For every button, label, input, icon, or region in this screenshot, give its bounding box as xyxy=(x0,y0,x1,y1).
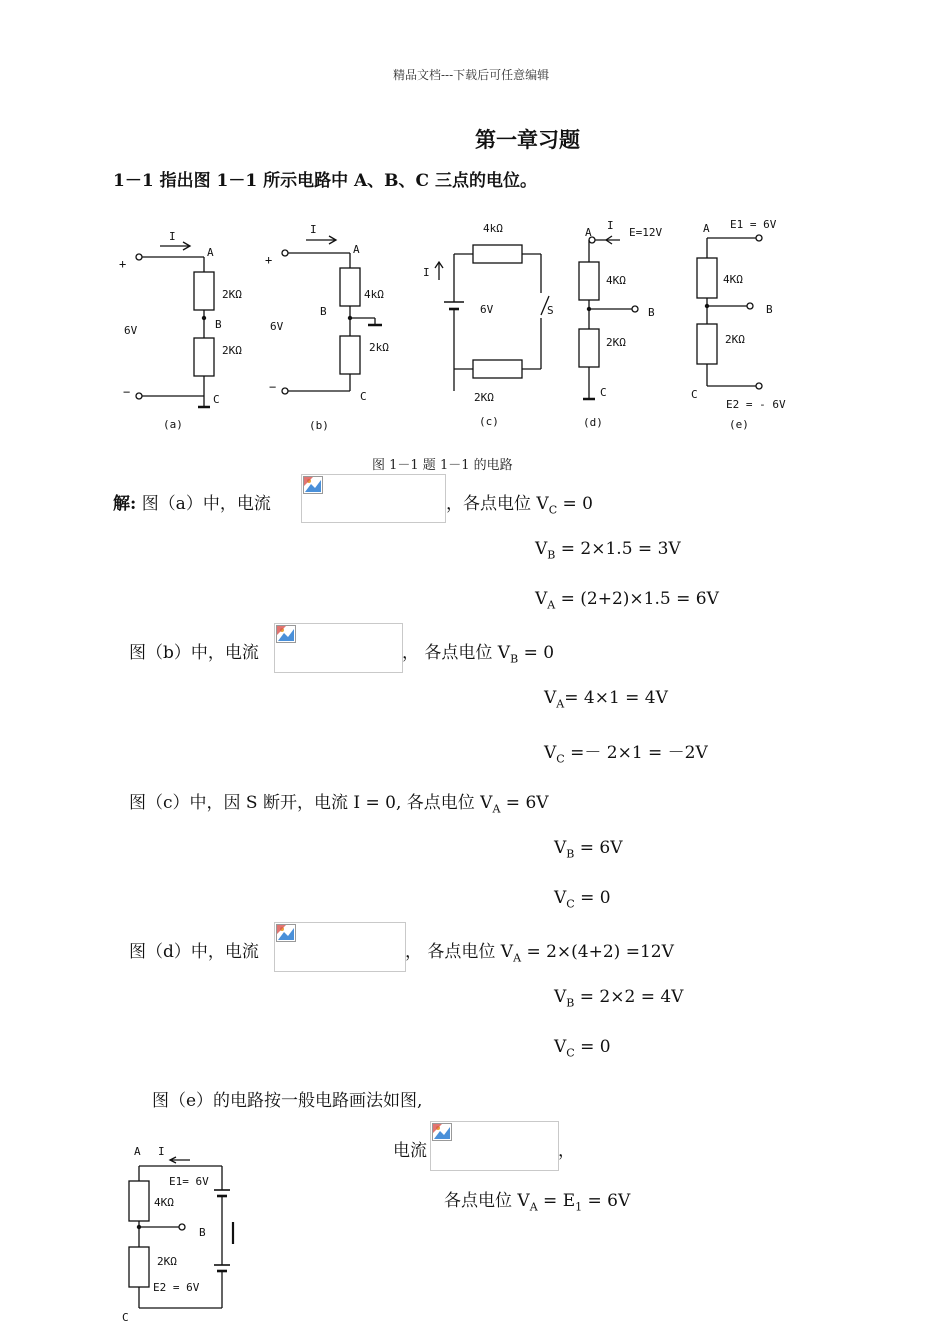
b-plus: + xyxy=(265,253,273,267)
e-node-b: B xyxy=(766,303,773,316)
solution-b-line: 图（b）中，电流 xyxy=(129,643,259,663)
formula-image-e xyxy=(430,1121,559,1171)
solution-d-line: 图（d）中，电流 xyxy=(129,942,259,962)
e2-source2: E2 = 6V xyxy=(153,1281,200,1294)
a-r1: 2KΩ xyxy=(222,288,242,301)
solution-b-vb: ， 各点电位 $V_B = 0$ xyxy=(402,643,555,666)
solution-label: 解: xyxy=(113,494,137,514)
b-r1: 4kΩ xyxy=(364,288,384,301)
e-r1: 4KΩ xyxy=(723,273,743,286)
solution-e-current: 电流 xyxy=(393,1141,427,1161)
a-voltage: 6V xyxy=(124,324,138,337)
question-text: 1－1 指出图 1－1 所示电路中 A、B、C 三点的电位。 xyxy=(113,171,537,191)
figure-caption: 图 1－1 题 1－1 的电路 xyxy=(372,458,513,473)
chapter-title: 第一章习题 xyxy=(475,127,580,152)
e-source2: E2 = - 6V xyxy=(726,398,786,411)
d-node-b: B xyxy=(648,306,655,319)
formula-image-d xyxy=(274,922,406,972)
e-node-a: A xyxy=(703,222,710,235)
solution-b-vc: $V_C =- 2\times 1 = -2V$ xyxy=(544,743,708,766)
e2-r2: 2KΩ xyxy=(157,1255,177,1268)
e-r2: 2KΩ xyxy=(725,333,745,346)
circuit-figure xyxy=(0,210,950,450)
d-r2: 2KΩ xyxy=(606,336,626,349)
a-node-c: C xyxy=(213,393,220,406)
e2-node-a: A xyxy=(134,1145,141,1158)
b-node-a: A xyxy=(353,243,360,256)
c-switch: S xyxy=(547,304,554,317)
d-current: I xyxy=(607,219,614,232)
a-node-b: B xyxy=(215,318,222,331)
e2-source1: E1= 6V xyxy=(169,1175,209,1188)
broken-image-icon xyxy=(276,924,296,942)
solution-c-vb: $V_B = 6V$ xyxy=(554,838,623,861)
d-tag: (d) xyxy=(583,416,603,429)
b-current: I xyxy=(310,223,317,236)
formula-image-a xyxy=(301,474,446,523)
e-tag: (e) xyxy=(729,418,749,431)
d-node-a: A xyxy=(585,226,592,239)
b-voltage: 6V xyxy=(270,320,284,333)
c-voltage: 6V xyxy=(480,303,494,316)
d-node-c: C xyxy=(600,386,607,399)
solution-d-vb: $V_B = 2\times 2 = 4V$ xyxy=(554,987,684,1010)
b-node-b: B xyxy=(320,305,327,318)
broken-image-icon xyxy=(276,625,296,643)
e2-node-b: B xyxy=(199,1226,206,1239)
b-r2: 2kΩ xyxy=(369,341,389,354)
d-r1: 4KΩ xyxy=(606,274,626,287)
solution-e-intro: 图（e）的电路按一般电路画法如图, xyxy=(152,1091,423,1111)
solution-e-va: 各点电位 $V_A = E_1 = 6V$ xyxy=(444,1191,631,1214)
e2-r1: 4KΩ xyxy=(154,1196,174,1209)
c-tag: (c) xyxy=(479,415,499,428)
e2-node-c: C xyxy=(122,1311,129,1324)
a-node-a: A xyxy=(207,246,214,259)
formula-image-b xyxy=(274,623,403,673)
solution-c-line: 图（c）中，因 S 断开，电流 I = 0, 各点电位 $V_A = 6V$ xyxy=(129,793,549,816)
solution-c-vc: $V_C = 0$ xyxy=(554,888,611,911)
solution-e-comma: ， xyxy=(558,1141,575,1161)
solution-a-vb: $V_B = 2\times 1.5 = 3V$ xyxy=(535,539,681,562)
solution-d-vc: $V_C = 0$ xyxy=(554,1037,611,1060)
b-node-c: C xyxy=(360,390,367,403)
page-header: 精品文档---下载后可任意编辑 xyxy=(393,68,550,82)
solution-d-va: ， 各点电位 $V_A = 2\times(4+2) =12V$ xyxy=(405,942,674,965)
c-r2: 2KΩ xyxy=(474,391,494,404)
solution-a-vc: ，各点电位 $V_C = 0$ xyxy=(446,494,593,517)
d-source: E=12V xyxy=(629,226,663,239)
b-tag: (b) xyxy=(309,419,329,432)
c-r1: 4kΩ xyxy=(483,222,503,235)
e-source1: E1 = 6V xyxy=(730,218,777,231)
b-minus: − xyxy=(269,380,277,394)
a-current: I xyxy=(169,230,176,243)
circuit-e-redrawn xyxy=(0,1135,260,1335)
e2-current: I xyxy=(158,1145,165,1158)
solution-a-va: $V_A = (2+2)\times 1.5 = 6V$ xyxy=(535,589,719,612)
c-current: I xyxy=(423,266,430,279)
broken-image-icon xyxy=(432,1123,452,1141)
solution-a-line: 解: 图（a）中，电流 xyxy=(113,494,271,514)
a-minus: − xyxy=(123,385,131,399)
e-node-c: C xyxy=(691,388,698,401)
a-tag: (a) xyxy=(163,418,183,431)
a-plus: + xyxy=(119,257,127,271)
broken-image-icon xyxy=(303,476,323,494)
solution-b-va: $V_A= 4\times 1 = 4V$ xyxy=(544,688,668,711)
a-r2: 2KΩ xyxy=(222,344,242,357)
